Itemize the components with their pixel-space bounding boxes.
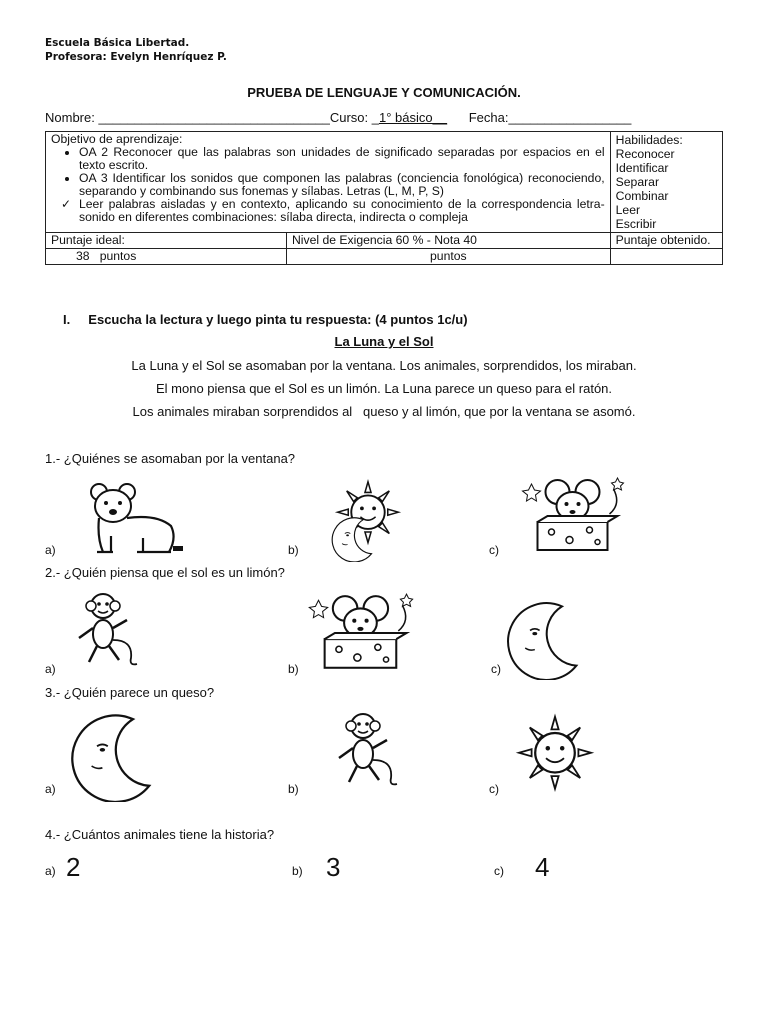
option-a-label: a) — [45, 864, 56, 878]
nivel-value: puntos — [287, 249, 611, 265]
school-header — [45, 36, 227, 64]
skills-header: Habilidades: — [615, 133, 683, 147]
objectives-table — [45, 131, 723, 265]
curso-value: 1° básico__ — [378, 110, 448, 125]
option-c-label: c) — [489, 782, 499, 796]
option-a-label: a) — [45, 662, 56, 676]
section-instruction: Escucha la lectura y luego pinta tu respuesta: (4 puntos 1c/u) — [88, 312, 468, 327]
student-info-line — [45, 110, 631, 125]
fecha-label: Fecha: — [468, 110, 509, 125]
story-line: La Luna y el Sol se asomaban por la ventana. Los animales, sorprendidos, los miraban. — [131, 358, 637, 373]
story-line: Los animales miraban sorprendidos al queso y al limón, que por la ventana se asomó. — [132, 404, 636, 419]
objective-item: • OA 2 Reconocer que las palabras son unidades de significado separadas por espacios en el texto escrito. — [79, 146, 605, 172]
curso-label: Curso: _ — [329, 110, 379, 125]
option-b-label: b) — [288, 662, 299, 676]
skill-item: Escribir — [615, 217, 657, 231]
puntaje-ideal-label: Puntaje ideal: — [46, 233, 287, 249]
test-title: PRUEBA DE LENGUAJE Y COMUNICACIÓN. — [247, 85, 521, 100]
sun-image[interactable] — [510, 710, 600, 800]
story-title: La Luna y el Sol — [334, 334, 434, 349]
answer-4[interactable]: 4 — [535, 852, 550, 882]
bear-image[interactable] — [74, 478, 190, 558]
answer-2[interactable]: 2 — [66, 852, 81, 882]
nombre-label: Nombre: — [45, 110, 99, 125]
obtenido-label: Puntaje obtenido. — [610, 233, 722, 249]
moon-image[interactable] — [505, 600, 587, 680]
nombre-field[interactable]: ________________________________ — [98, 110, 330, 125]
skills-cell — [610, 132, 722, 233]
fecha-field[interactable]: _________________ — [508, 110, 632, 125]
skill-item: Reconocer — [615, 147, 675, 161]
option-c-label: c) — [491, 662, 501, 676]
option-a-label: a) — [45, 782, 56, 796]
objective-item: • OA 3 Identificar los sonidos que componen las palabras (conciencia fonológica) reconociendo, separando y combinando sus fonemas y sílabas. Letras (L, M, P, S) — [79, 172, 605, 198]
question-3: 3.- ¿Quién parece un queso? — [45, 685, 215, 700]
obtenido-value[interactable] — [610, 249, 722, 265]
option-c-label: c) — [489, 543, 499, 557]
monkey-image[interactable] — [323, 708, 407, 794]
answer-3[interactable]: 3 — [326, 852, 341, 882]
skill-item: Combinar — [615, 189, 669, 203]
skill-item: Leer — [615, 203, 641, 217]
moon-image[interactable] — [330, 516, 378, 562]
monkey-image[interactable] — [63, 588, 147, 674]
teacher-name: Profesora: Evelyn Henríquez P. — [45, 51, 227, 63]
mouse-on-cheese-image[interactable] — [305, 590, 420, 678]
objective-item: ✓ Leer palabras aisladas y en contexto, aplicando su conocimiento de la correspondencia letra-sonido en diferentes combinaciones: sílaba directa, indirecta o compleja — [79, 198, 605, 224]
moon-image[interactable] — [65, 712, 165, 802]
section-heading — [63, 312, 468, 327]
option-a-label: a) — [45, 543, 56, 557]
option-b-label: b) — [288, 543, 299, 557]
mouse-on-cheese-image[interactable] — [517, 474, 632, 560]
objectives-header: Objetivo de aprendizaje: — [51, 132, 183, 146]
skill-item: Identificar — [615, 161, 669, 175]
question-2: 2.- ¿Quién piensa que el sol es un limón? — [45, 565, 285, 580]
option-b-label: b) — [288, 782, 299, 796]
objectives-cell — [46, 132, 611, 233]
school-name: Escuela Básica Libertad. — [45, 37, 190, 49]
section-number: I. — [63, 312, 71, 327]
skill-item: Separar — [615, 175, 659, 189]
option-c-label: c) — [494, 864, 504, 878]
question-4: 4.- ¿Cuántos animales tiene la historia? — [45, 827, 275, 842]
puntaje-ideal-value: 38 puntos — [46, 249, 287, 265]
story-line: El mono piensa que el Sol es un limón. La Luna parece un queso para el ratón. — [155, 381, 613, 396]
option-b-label: b) — [292, 864, 303, 878]
nivel-label: Nivel de Exigencia 60 % - Nota 40 — [287, 233, 611, 249]
objectives-list — [51, 146, 605, 224]
question-1: 1.- ¿Quiénes se asomaban por la ventana? — [45, 451, 296, 466]
